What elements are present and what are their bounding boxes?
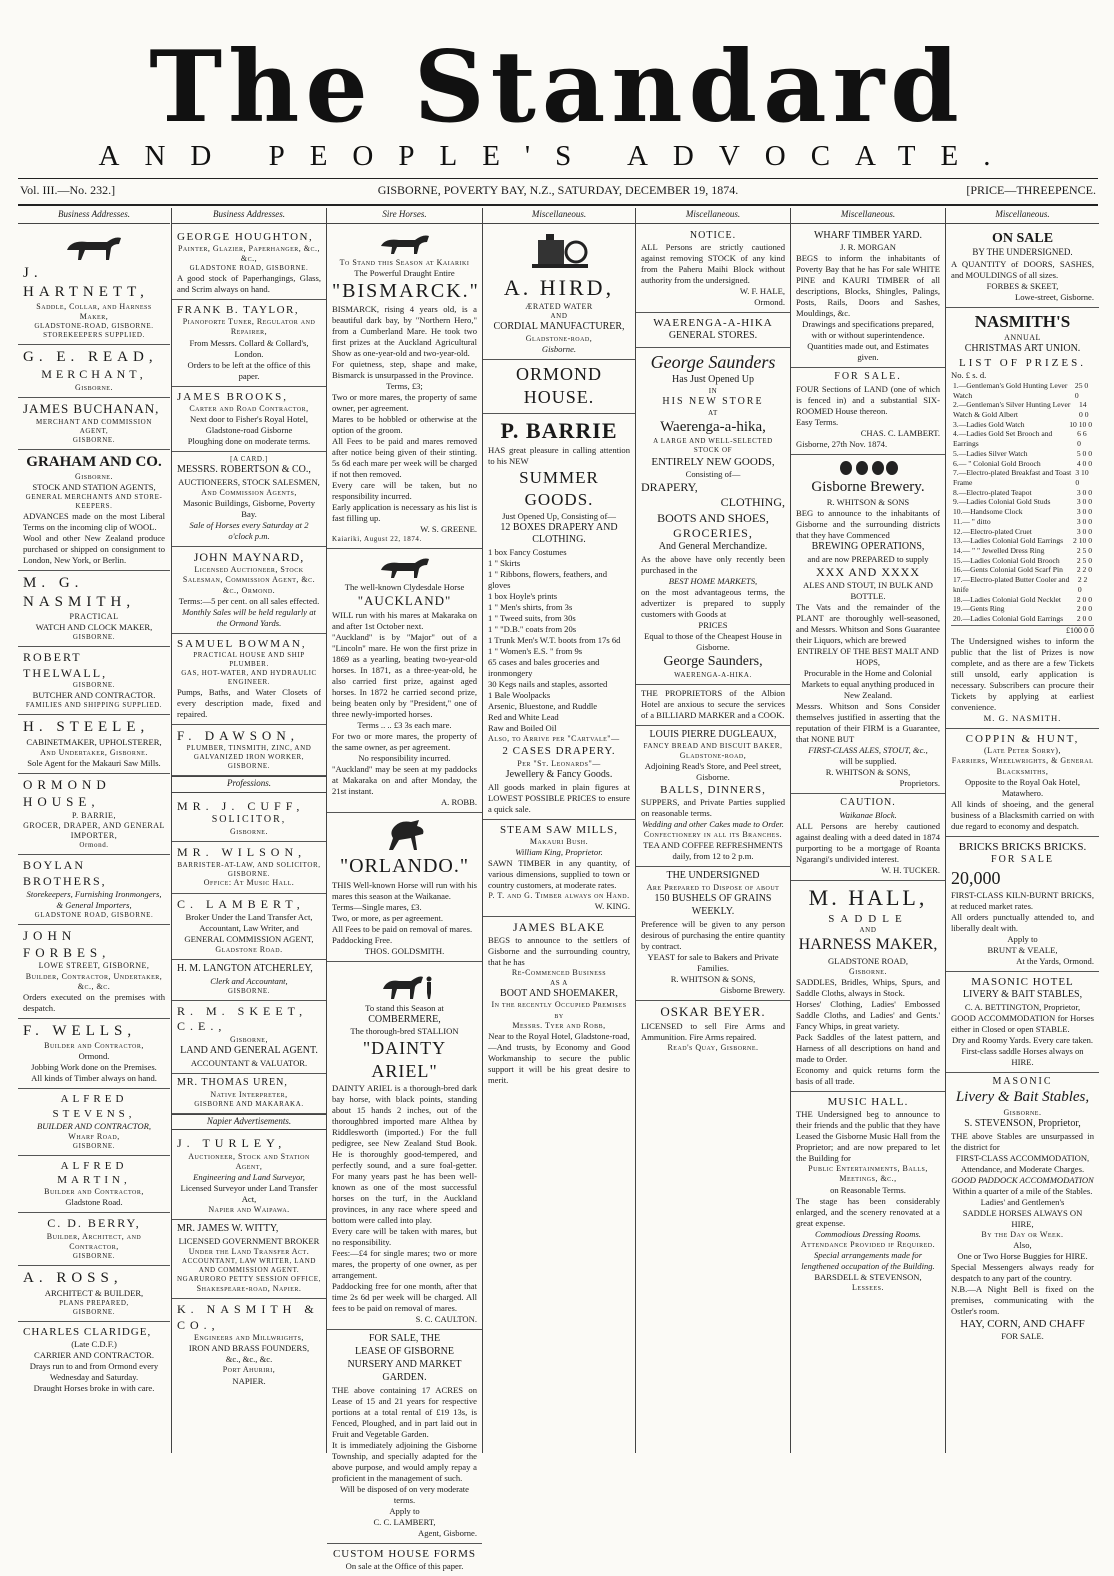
ad-skeet: R. M. SKEET, C.E., Gisborne, LAND AND GENERAL AGENT. ACCOUNTANT & VALUATOR.	[172, 1001, 326, 1074]
volume-number: Vol. III.—No. 232.]	[20, 183, 116, 197]
ad-bricks: BRICKS BRICKS BRICKS. FOR SALE 20,000 FIRST-CLASS KILN-BURNT BRICKS, at reduced market rates. All orders punctually attended to, and liberally dealt with. Apply to BRUNT & VEALE, At the Yards, Ormond.	[946, 837, 1099, 972]
column-1	[18, 208, 170, 1453]
ad-coppin-hunt: COPPIN & HUNT, (Late Peter Sorry), Farriers, Wheelwrights, & General Blacksmiths, Opposite to the Royal Oak Hotel, Matawhero. All kinds of shoeing, and the general business of a Blacksmith carried on with due regard to economy and despatch.	[946, 729, 1099, 837]
ad-buchanan: JAMES BUCHANAN, MERCHANT AND COMMISSION AGENT, GISBORNE.	[18, 398, 170, 449]
ad-lambert: C. LAMBERT, Broker Under the Land Transfer Act, Accountant, Law Writer, and GENERAL COMMISSION AGENT, Gladstone Road.	[172, 894, 326, 961]
ad-ormond-house: ORMOND HOUSE, P. BARRIE, GROCER, DRAPER, AND GENERAL IMPORTER, Ormond.	[18, 774, 170, 855]
column-3	[326, 208, 482, 1571]
column-head: Miscellaneous.	[791, 208, 945, 224]
ad-turley: J. TURLEY, Auctioneer, Stock and Station Agent, Engineering and Land Surveyor, Licensed Surveyor under Land Transfer Act, Napier and Waipawa.	[172, 1133, 326, 1220]
ad-stevens: ALFRED STEVENS, BUILDER AND CONTRACTOR, Wharf Road, GISBORNE.	[18, 1089, 170, 1155]
column-5	[635, 208, 790, 1453]
column-head: Miscellaneous.	[483, 208, 635, 224]
prize-row: 5.—Ladies Silver Watch 5 0 0	[953, 448, 1092, 458]
prize-row: 11.— " ditto 3 0 0	[953, 516, 1092, 526]
price: [PRICE—THREEPENCE.	[966, 183, 1096, 197]
prize-row: 4.—Ladies Gold Set Brooch and Earrings 6 6 0	[953, 429, 1087, 449]
column-4	[482, 208, 635, 1453]
column-2	[171, 208, 326, 1453]
ad-caution-waikanae: CAUTION. Waikanae Block. ALL Persons are hereby cautioned against dealing with a deed dated in 1874 purporting to be a mortgage of Roanta Ngarangi's undivided interest. W. H. TUCKER.	[791, 794, 945, 881]
prize-row: 3.—Ladies Gold Watch 10 10 0	[953, 419, 1092, 429]
ad-for-sale-land: FOR SALE. FOUR Sections of LAND (one of which is fenced in) and a substantial SIX-ROOMED House thereon. Easy Terms. CHAS. C. LAMBERT. Gisborne, 27th Nov. 1874.	[791, 368, 945, 455]
prize-row: 8.—Electro-plated Teapot 3 0 0	[953, 487, 1092, 497]
ad-custom-house-forms: CUSTOM HOUSE FORMS On sale at the Office of this paper.	[332, 1547, 477, 1571]
ad-steele: H. STEELE, CABINETMAKER, UPHOLSTERER, And Undertaker, Gisborne. Sole Agent for the Makauri Saw Mills.	[18, 715, 170, 774]
horse-icon	[59, 232, 129, 262]
ad-nasmith: M. G. NASMITH, PRACTICAL WATCH AND CLOCK MAKER, GISBORNE.	[18, 571, 170, 648]
ad-on-sale-forbes-skeet: ON SALE BY THE UNDERSIGNED. A QUANTITY of DOORS, SASHES, and MOULDINGS of all sizes. FORBES & SKEET, Lowe-street, Gisborne.	[946, 227, 1099, 308]
ad-witty: MR. JAMES W. WITTY, LICENSED GOVERNMENT BROKER Under the Land Transfer Act. ACCOUNTANT, LAW WRITER, LAND AND COMMISSION AGENT. NGARURORO PETTY SESSION OFFICE, Shakespeare-road, Napier.	[172, 1220, 326, 1299]
ad-brooks: JAMES BROOKS, Carter and Road Contractor, Next door to Fisher's Royal Hotel, Gladstone-road Gisborne Ploughing done on moderate terms.	[172, 387, 326, 452]
prize-row: 16.—Gents Colonial Gold Scarf Pin 2 2 0	[953, 565, 1092, 575]
horse-and-groom-icon	[375, 967, 435, 1001]
ad-undersigned-grains: THE UNDERSIGNED Are Prepared to Dispose of about 150 BUSHELS OF GRAINS WEEKLY. Preference will be given to any person desirous of purchasing the entire quantity by contract. YEAST for sale to Bakers and Private Families. R. WHITSON & SONS, Gisborne Brewery.	[636, 867, 790, 1001]
ad-oskar-beyer: OSKAR BEYER. LICENSED to sell Fire Arms and Ammunition. Fire Arms repaired. Read's Quay, Gisborne.	[641, 1003, 785, 1052]
newspaper-title: The Standard	[149, 30, 965, 145]
ad-masonic-hotel: MASONIC HOTEL LIVERY & BAIT STABLES, C. A. BETTINGTON, Proprietor, GOOD ACCOMMODATION for Horses either in Closed or open STABLE. Dry and Roomy Yards. Every care taken. First-class saddle Horses always on HIRE.	[946, 972, 1099, 1073]
ad-read: G. E. READ, MERCHANT, Gisborne.	[18, 345, 170, 398]
ad-wharf-timber-yard: WHARF TIMBER YARD. J. R. MORGAN BEGS to inform the inhabitants of Poverty Bay that he has For sale WHITE PINE and KAURI TIMBER of all descriptions, Blocks, Shingles, Palings, Posts, Rails, Doors and Sashes, Mouldings, &c. Drawings and specifications prepared, with or without superintendence. Quantities made out, and Estimates given.	[791, 227, 945, 369]
column-6	[790, 208, 945, 1453]
masthead-rule	[18, 178, 1098, 179]
column-7	[945, 208, 1099, 1453]
newspaper-subtitle: AND PEOPLE'S ADVOCATE.	[98, 140, 1016, 172]
prize-row: 1.—Gentleman's Gold Hunting Lever Watch 25 0 0	[953, 380, 1089, 400]
ad-waerenga-heading: WAERENGA-A-HIKA GENERAL STORES.	[636, 313, 790, 348]
ad-orlando: "ORLANDO." THIS Well-known Horse will run with his mares this season at the Waikanae. Terms—Single mares, £3. Two, or more, as per agreement. All Fees to be paid on removal of mares. Paddocking Free. THOS. GOLDSMITH.	[327, 813, 482, 962]
section-head-professions: Professions.	[172, 776, 326, 793]
column-head: Sire Horses.	[327, 208, 482, 224]
ad-forbes: JOHN FORBES, LOWE STREET, GISBORNE, Builder, Contractor, Undertaker, &c., &c. Orders executed on the premises with despatch.	[18, 925, 170, 1019]
ad-wells: F. WELLS, Builder and Contractor, Ormond. Jobbing Work done on the Premises. All kinds of Timber always on hand.	[18, 1019, 170, 1089]
ad-hartnett: J. HARTNETT, Saddle, Collar, and Harness Maker, GLADSTONE-ROAD, GISBORNE. STOREKEEPERS SUPPLIED.	[18, 227, 170, 346]
ad-james-blake: JAMES BLAKE BEGS to announce to the settlers of Gisborne and the surrounding country, that he has Re-Commenced Business AS A BOOT AND SHOEMAKER, In the recently Occupied Premises by Messrs. Tyer and Robb, Near to the Royal Hotel, Gladstone-road, —And trusts, by Economy and Good Workmanship to secure the public support it will be his great desire to merit.	[488, 920, 630, 1086]
ad-nursery-lease: FOR SALE, THE LEASE OF GISBORNE NURSERY AND MARKET GARDEN. THE above containing 17 ACRES on Lease of 15 and 21 years for respective portions at a total rental of £19 13s, is Fenced, Ploughed, and in part laid out in Fruit and Vegetable Garden. It is immediately adjoining the Gisborne Township, and specially adapted for the above purpose, and would amply repay a proficient in the management of such. Will be disposed of on very moderate terms. Apply to C. C. LAMBERT, Agent, Gisborne.	[327, 1330, 482, 1543]
prize-row: 10.—Handsome Clock 3 0 0	[953, 507, 1092, 517]
ad-taylor: FRANK B. TAYLOR, Pianoforte Tuner, Regulator and Repairer, From Messrs. Collard & Collard's, London. Orders to be left at the office of this paper.	[172, 300, 326, 387]
rearing-horse-icon	[375, 818, 435, 852]
machinery-icon	[524, 232, 594, 272]
ad-gisborne-brewery: Gisborne Brewery. R. WHITSON & SONS BEG to announce to the inhabitants of Gisborne and the surrounding districts that they have Commenced BREWING OPERATIONS, and are now PREPARED to supply XXX AND XXXX ALES AND STOUT, IN BULK AND BOTTLE. The Vats and the remainder of the PLANT are thoroughly well-seasoned, and Messrs. Whitson and Sons Guarantee their Liquors, which are brewed ENTIRELY OF THE BEST MALT AND HOPS, Procurable in the Home and Colonial Markets to equal anything produced in New Zealand. Messrs. Whitson and Sons Consider themselves justified in asserting that the reputation of their FIRM is a Guarantee, that NONE BUT FIRST-CLASS ALES, STOUT, &c., will be supplied. R. WHITSON & SONS, Proprietors.	[791, 455, 945, 794]
ad-hird: A. HIRD, ÆRATED WATER AND CORDIAL MANUFACTURER, Gladstone-road, Gisborne.	[483, 227, 635, 360]
ad-nasmith-art-union: NASMITH'S ANNUAL CHRISTMAS ART UNION. LIST OF PRIZES. No. £ s. d. 1.—Gentleman's Gold Hunting Lever Watch 25 0 0 2.—Gentleman's Silver Hunting Lever Watch & Gold Albert 14 0 0 3.—Ladies Gold Watch 10 10 0 4.—Ladies Gold Set Brooch and Earrings 6 6 0 5.—Ladies Silver Watch 5 0 0 6.— " Colonial Gold Brooch 4 0 0 7.—Electro-plated Breakfast and Toast Frame 3 10 0 8.—Electro-plated Teapot 3 0 0 9.—Ladies Colonial Gold Studs 3 0 0 10.—Handsome Clock 3 0 0 11.— " ditto 3 0 0 12.—Electro-plated Cruet 3 0 0 13.—Ladies Colonial Gold Earrings 2 10 0 14.— " " Jewelled Dress Ring 2 5 0 15.—Ladies Colonial Gold Brooch 2 5 0 16.—Gents Colonial Gold Scarf Pin 2 2 0 17.—Electro-plated Butter Cooler and knife 2 2 0 18.—Ladies Colonial Gold Necklet 2 0 0 19.—Gents Ring 2 0 0 20.—Ladies Colonial Gold Earrings 2 0 0 £100 0 0 The Undersigned wishes to inform the public that the list of Prizes is now complete, and as there are a few Tickets still unsold, early application is necessary. Subscribers can procure their Tickets by applying at earliest convenience. M. G. NASMITH.	[946, 308, 1099, 729]
prize-row: 17.—Electro-plated Butter Cooler and knife 2 2 0	[953, 575, 1088, 594]
ad-ormond-house-heading: ORMOND HOUSE.	[483, 360, 635, 414]
column-head: Miscellaneous.	[636, 208, 790, 224]
ad-masonic-livery: MASONIC Livery & Bait Stables, Gisborne. S. STEVENSON, Proprietor, THE above Stables are unsurpassed in the district for FIRST-CLASS ACCOMMODATION, Attendance, and Moderate Charges. GOOD PADDOCK ACCOMMODATION Within a quarter of a mile of the Stables. Ladies' and Gentlemen's SADDLE HORSES ALWAYS ON HIRE, By the Day or Week. Also, One or Two Horse Buggies for HIRE. Special Messengers always ready for despatch to any part of the country. N.B.—A Night Bell is fixed on the premises, communicating with the Ostler's room. HAY, CORN, AND CHAFF FOR SALE.	[951, 1075, 1094, 1341]
masthead	[0, 0, 1114, 180]
ad-cuff: MR. J. CUFF, SOLICITOR, Gisborne.	[172, 796, 326, 842]
columns	[18, 208, 1098, 1571]
ad-houghton: GEORGE HOUGHTON, Painter, Glazier, Paperhanger, &c., &c., GLADSTONE ROAD, GISBORNE. A good stock of Paperhangings, Glass, and Scrim always on hand.	[172, 227, 326, 301]
prize-list	[951, 381, 1094, 636]
ad-bismarck: To Stand this Season at Kaiariki The Powerful Draught Entire "BISMARCK." BISMARCK, rising 4 years old, is a beautiful dark bay, by "Northern Hero," from a Cumberland Mare. He took two first prizes at the Auckland Agricultural Show as one-year-old and two-year-old. For quietness, step, shape and make, Bismarck is unsurpassed in the Province. Terms, £3; Two or more mares, the property of same owner, per agreement. Mares to be hobbled or otherwise at the option of the groom. All Fees to be paid and mares removed after notice being given of their stinting. 5s 6d each mare per week will be charged if not then removed. Every care will be taken, but no responsibility incurred. Early application is necessary as his list is fast filling up. W. S. GREENE. Kaiariki, August 22, 1874.	[327, 227, 482, 550]
ad-martin: ALFRED MARTIN, Builder and Contractor, Gladstone Road.	[18, 1156, 170, 1213]
ad-albion-hotel: THE PROPRIETORS of the Albion Hotel are anxious to secure the services of a BILLIARD MARKER and a COOK.	[636, 685, 790, 726]
prize-row: 19.—Gents Ring 2 0 0	[953, 604, 1092, 614]
ad-auckland: The well-known Clydesdale Horse "AUCKLAND" WILL run with his mares at Makaraka on and after 1st October next. "Auckland" is by "Major" out of a "Lincoln" mare. He won the first prize in 1869 as a yearling, beating two-year-old horses. In 1871, as a three-year-old, he also carried first prize, against aged horses. In 1872 he carried second prize, being beaten only by "President," one of three newly-imported horses. Terms .. .. £3 3s each mare. For two or more mares, the property of the same owner, as per agreement. No responsibility incurred. "Auckland" may be seen at my paddocks at Makaraka on and after Monday, the 21st instant. A. ROBB.	[327, 549, 482, 813]
ad-claridge: CHARLES CLARIDGE, (Late C.D.F.) CARRIER AND CONTRACTOR. Drays run to and from Ormond every Wednesday and Saturday. Draught Horses broke in with care.	[23, 1326, 159, 1394]
ad-uren: MR. THOMAS UREN, Native Interpreter, GISBORNE AND MAKARAKA.	[172, 1074, 326, 1114]
column-head: Business Addresses.	[18, 208, 170, 224]
prize-row: 2.—Gentleman's Silver Hunting Lever Watch & Gold Albert 14 0 0	[953, 400, 1089, 419]
prize-row: 13.—Ladies Colonial Gold Earrings 2 10 0	[953, 536, 1092, 546]
prize-row: 18.—Ladies Colonial Gold Necklet 2 0 0	[953, 594, 1092, 604]
prize-row: 9.—Ladies Colonial Gold Studs 3 0 0	[953, 497, 1092, 507]
ad-berry: C. D. BERRY, Builder, Architect, and Contractor, GISBORNE.	[18, 1213, 170, 1266]
ad-dainty-ariel: To stand this Season at COMBERMERE, The thorough-bred STALLION "DAINTY ARIEL" DAINTY ARIEL is a thorough-bred dark bay horse, with black points, standing about 15 hands 2 inches, out of the thoroughbred imported mare Althea by Riddlesworth (imported.) For the full pedigree, see New Zealand Stud Book. He is thoroughly good-tempered, and perfectly sound, and a sure foal-getter. For many years past he has been well-known as one of the most successful horses on the turf, in the Auckland provinces, in any race where speed and bottom were called into play. Every care will be taken with mares, but no responsibility. Fees:—£4 for single mares; two or more mares, the property of one owner, as per arrangement. Paddocking free for one month, after that time 2s 6d per week will be charged. All fees to be paid on removal of mares. S. C. CAULTON.	[327, 962, 482, 1331]
prize-total: £100 0 0	[951, 625, 1094, 636]
ad-music-hall: MUSIC HALL. THE Undersigned beg to announce to their friends and the public that they have Leased the Gisborne Music Hall from the Proprietor; and are now prepared to let the Building for Public Entertainments, Balls, Meetings, &c., on Reasonable Terms. The stage has been considerably enlarged, and the scenery renovated at a great expense. Commodious Dressing Rooms. Attendance Provided if Required. Special arrangements made for lengthened occupation of the Building. BARSDELL & STEVENSON, Lessees.	[796, 1096, 940, 1292]
ad-graham: GRAHAM AND CO. Gisborne. STOCK AND STATION AGENTS, GENERAL MERCHANTS AND STORE-KEEPERS. ADVANCES made on the most Liberal Terms on the incoming clip of WOOL. Wool and other New Zealand produce purchased or shipped on consignment to London, New York, or Berlin.	[18, 450, 170, 571]
ad-maynard: JOHN MAYNARD, Licensed Auctioneer, Stock Salesman, Commission Agent, &c. &c., Ormond. Terms:—5 per cent. on all sales effected. Monthly Sales will be held regularly at the Ormond Yards.	[172, 547, 326, 634]
section-head-napier: Napier Advertisements.	[172, 1114, 326, 1131]
ad-barrie-summer-goods: P. BARRIE HAS great pleasure in calling attention to his NEW SUMMER GOODS. Just Opened Up, Consisting of— 12 BOXES DRAPERY AND CLOTHING. 1 box Fancy Costumes 1 " Skirts 1 " Ribbons, flowers, feathers, and gloves 1 box Hoyle's prints 1 " Men's shirts, from 3s 1 " Tweed suits, from 30s 1 " "D.B." coats from 20s 1 Trunk Men's W.T. boots from 17s 6d 1 " Women's E.S. " from 9s 65 cases and bales groceries and ironmongery 30 Kegs nails and staples, assorted 1 Bale Woolpacks Arsenic, Bluestone, and Ruddle Red and White Lead Raw and Boiled Oil Also, to Arrive per "Cartvale"— 2 CASES DRAPERY. Per "St. Leonards"— Jewellery & Fancy Goods. All goods marked in plain figures at LOWEST POSSIBLE PRICES to ensure a quick sale.	[483, 414, 635, 820]
prize-row: 15.—Ladies Colonial Gold Brooch 2 5 0	[953, 555, 1092, 565]
prize-row: 20.—Ladies Colonial Gold Earrings 2 0 0	[953, 614, 1092, 624]
ad-dawson: F. DAWSON, PLUMBER, TINSMITH, ZINC, AND GALVANIZED IRON WORKER, GISBORNE.	[172, 725, 326, 776]
dateline-rule	[18, 204, 1098, 206]
prize-row: 7.—Electro-plated Breakfast and Toast Frame 3 10 0	[953, 468, 1089, 487]
column-head: Miscellaneous.	[946, 208, 1099, 224]
place-date: GISBORNE, POVERTY BAY, N.Z., SATURDAY, DECEMBER 19, 1874.	[377, 183, 739, 197]
ad-notice-hale: NOTICE. ALL Persons are strictly cautioned against removing STOCK of any kind from the Paheru Maihi Block without authority from the undersigned. W. F. HALE, Ormond.	[636, 227, 790, 314]
ad-atcherley: H. M. LANGTON ATCHERLEY, Clerk and Accountant, GISBORNE.	[172, 960, 326, 1001]
prize-row: 12.—Electro-plated Cruet 3 0 0	[953, 526, 1092, 536]
ad-robertson: [A CARD.] MESSRS. ROBERTSON & CO., AUCTIONEERS, STOCK SALESMEN, And Commission Agents, Masonic Buildings, Gisborne, Poverty Bay. Sale of Horses every Saturday at 2 o'clock p.m.	[172, 452, 326, 547]
prize-row: 14.— " " Jewelled Dress Ring 2 5 0	[953, 546, 1092, 556]
ad-dugleaux: LOUIS PIERRE DUGLEAUX, FANCY BREAD AND BISCUIT BAKER, Gladstone-road, Adjoining Read's Store, and Peel street, Gisborne. BALLS, DINNERS, SUPPERS, and Private Parties supplied on reasonable terms. Wedding and other Cakes made to Order. Confectionery in all its Branches. TEA AND COFFEE REFRESHMENTS daily, from 12 to 2 p.m.	[636, 726, 790, 867]
ad-m-hall: M. HALL, SADDLE AND HARNESS MAKER, GLADSTONE ROAD, Gisborne. SADDLES, Bridles, Whips, Spurs, and Saddle Cloths, always in Stock. Horses' Clothing, Ladies' Embossed Saddle Cloths, and Ladies' and Gents.' Fancy Whips, in great variety. Pack Saddles of the latest pattern, and Harness of all descriptions on hand and made to Order. Economy and quick returns form the basis of all trade.	[791, 881, 945, 1092]
ad-saunders: George Saunders Has Just Opened Up IN HIS NEW STORE AT Waerenga-a-hika, A LARGE AND WELL-SELECTED STOCK OF ENTIRELY NEW GOODS, Consisting of— DRAPERY, CLOTHING, BOOTS AND SHOES, GROCERIES, And General Merchandize. As the above have only recently been purchased in the BEST HOME MARKETS, on the most advantageous terms, the advertizer is prepared to supply customers with Goods at PRICES Equal to those of the Cheapest House in Gisborne. George Saunders, WAERENGA-A-HIKA.	[636, 348, 790, 685]
ad-ross: A. ROSS, ARCHITECT & BUILDER, PLANS PREPARED, GISBORNE.	[18, 1266, 170, 1322]
column-head: Business Addresses.	[172, 208, 326, 224]
ad-wilson: MR. WILSON, BARRISTER-AT-LAW, AND SOLICITOR, GISBORNE. Office: At Music Hall.	[172, 842, 326, 894]
prize-row: 6.— " Colonial Gold Brooch 4 0 0	[953, 458, 1092, 468]
ad-thelwall: ROBERT THELWALL, GISBORNE. BUTCHER AND CONTRACTOR. FAMILIES AND SHIPPING SUPPLIED.	[18, 647, 170, 715]
draught-horse-icon	[375, 232, 435, 256]
clydesdale-horse-icon	[375, 554, 435, 580]
ad-bowman: SAMUEL BOWMAN, PRACTICAL HOUSE AND SHIP PLUMBER. GAS, HOT-WATER, AND HYDRAULIC ENGINEER. Pumps, Baths, and Water Closets of every description made, fixed and repaired.	[172, 634, 326, 725]
ad-nasmith-napier: K. NASMITH & CO., Engineers and Millwrights, IRON AND BRASS FOUNDERS, &c., &c., &c. Port Ahuriri, NAPIER.	[177, 1302, 319, 1386]
barrels-icon	[836, 460, 900, 476]
ad-steam-saw-mills: STEAM SAW MILLS, Makauri Bush. William King, Proprietor. SAWN TIMBER in any quantity, of various dimensions, supplied to town or country customers, at moderate rates. P. T. and G. Timber always on Hand. W. KING.	[483, 820, 635, 918]
ad-boylan: BOYLAN BROTHERS, Storekeepers, Furnishing Ironmongers, & General Importers, GLADSTONE ROAD, GISBORNE.	[18, 855, 170, 925]
dateline	[20, 181, 1096, 203]
